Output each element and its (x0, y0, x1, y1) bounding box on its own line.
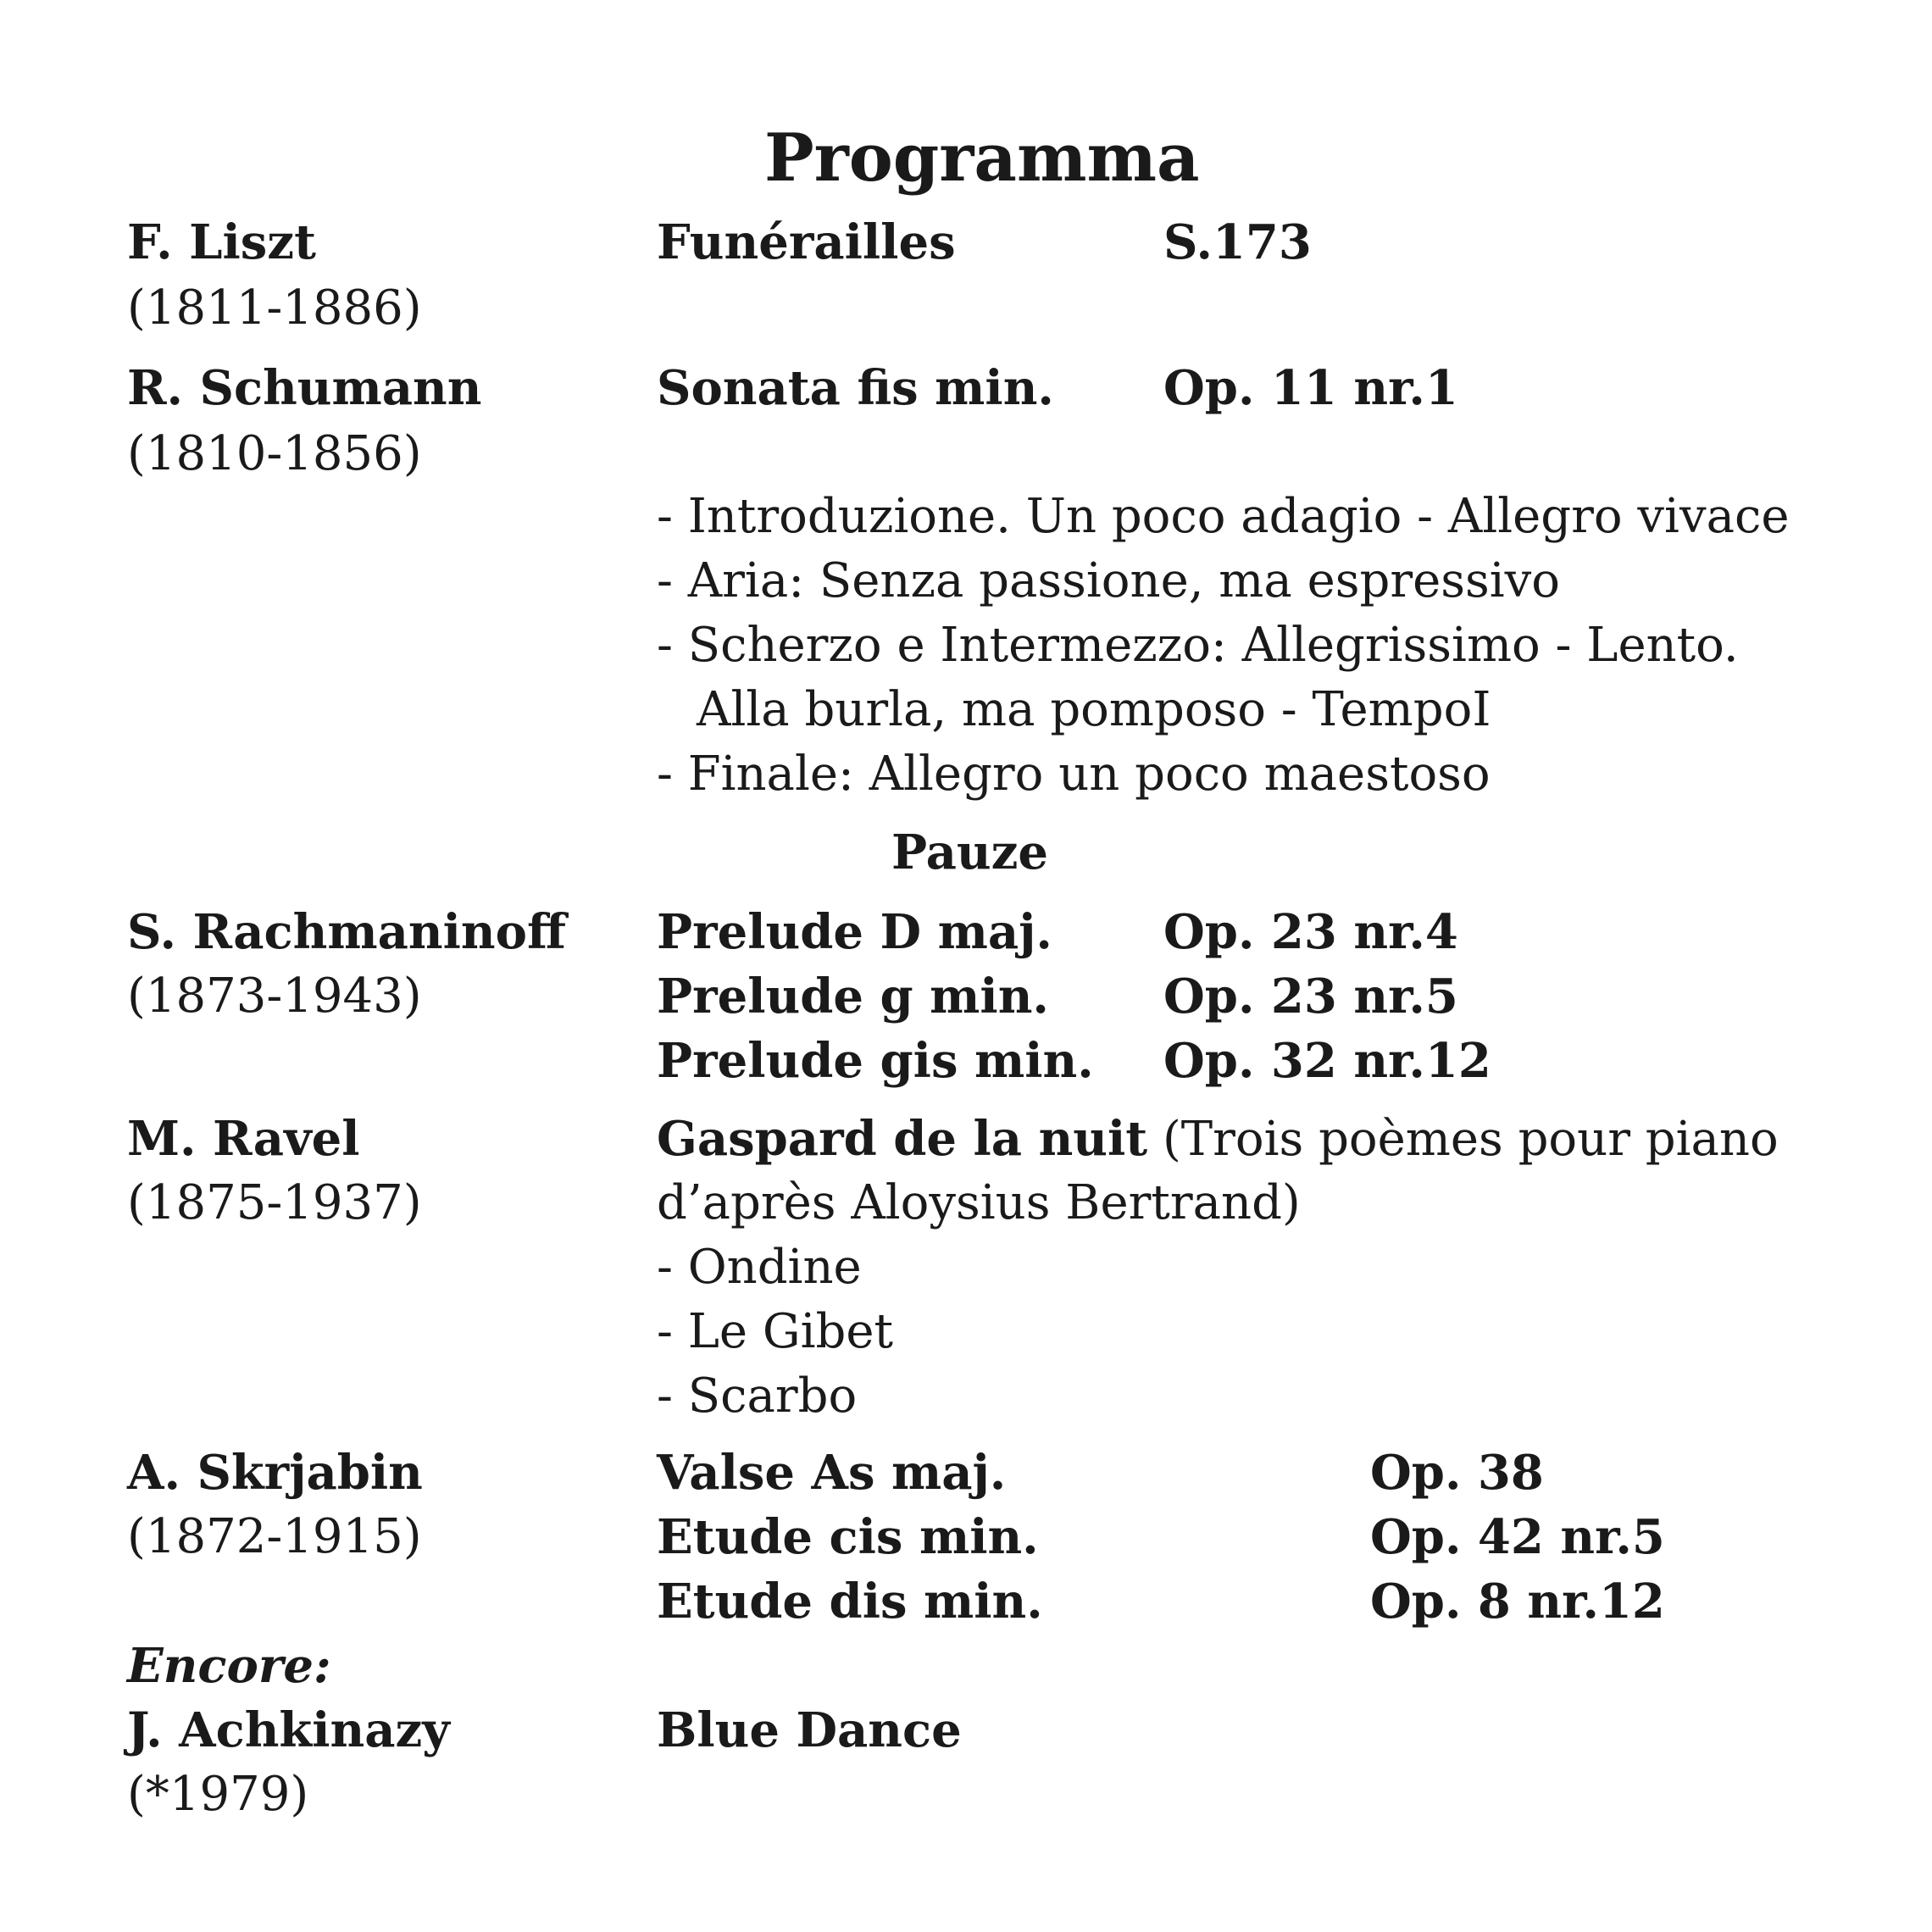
work-ravel-subtitle: (Trois poèmes pour piano (1162, 1112, 1779, 1167)
movement-item: - Le Gibet (657, 1304, 893, 1359)
years-achkinazy: (*1979) (127, 1767, 309, 1822)
movement-item: - Ondine (657, 1240, 862, 1295)
movement-item: - Scherzo e Intermezzo: Allegrissimo - Lento. (657, 618, 1739, 673)
work-opus: Op. 38 (1370, 1445, 1544, 1501)
movement-item: - Aria: Senza passione, ma espressivo (657, 553, 1560, 608)
composer-ravel: M. Ravel (127, 1111, 360, 1167)
page-title: Programma (764, 119, 1200, 197)
composer-skrjabin: A. Skrjabin (127, 1445, 423, 1501)
work-opus: Op. 42 nr.5 (1370, 1509, 1665, 1565)
years-rachmaninoff: (1873-1943) (127, 969, 422, 1024)
movement-item: - Finale: Allegro un poco maestoso (657, 747, 1491, 802)
work-title: Etude dis min. (657, 1574, 1043, 1629)
movement-item: - Introduzione. Un poco adagio - Allegro vivace (657, 489, 1790, 544)
work-opus: Op. 8 nr.12 (1370, 1574, 1665, 1629)
years-skrjabin: (1872-1915) (127, 1509, 422, 1564)
work-schumann: Sonata fis min. (657, 360, 1054, 416)
years-ravel: (1875-1937) (127, 1175, 422, 1230)
opus-liszt: S.173 (1163, 214, 1312, 270)
work-opus: Op. 23 nr.4 (1163, 904, 1458, 960)
work-ravel-subtitle-cont: d’après Aloysius Bertrand) (657, 1175, 1301, 1230)
work-title: Prelude D maj. (657, 904, 1052, 960)
composer-achkinazy: J. Achkinazy (127, 1702, 450, 1758)
work-title: Prelude g min. (657, 969, 1049, 1024)
work-title: Prelude gis min. (657, 1033, 1094, 1089)
years-schumann: (1810-1856) (127, 426, 422, 481)
composer-liszt: F. Liszt (127, 214, 316, 270)
work-liszt: Funérailles (657, 214, 956, 270)
encore-label: Encore: (127, 1638, 331, 1694)
work-ravel: Gaspard de la nuit (657, 1111, 1148, 1167)
years-liszt: (1811-1886) (127, 280, 422, 336)
movement-item: - Scarbo (657, 1368, 858, 1424)
work-encore: Blue Dance (657, 1702, 962, 1758)
opus-schumann: Op. 11 nr.1 (1163, 360, 1458, 416)
composer-schumann: R. Schumann (127, 360, 482, 416)
work-ravel-line (657, 1111, 1779, 1167)
movement-item-continued: Alla burla, ma pomposo - TempoI (697, 682, 1491, 737)
pause-heading: Pauze (891, 824, 1049, 880)
work-opus: Op. 23 nr.5 (1163, 969, 1458, 1024)
work-opus: Op. 32 nr.12 (1163, 1033, 1491, 1089)
work-title: Etude cis min. (657, 1509, 1039, 1565)
work-title: Valse As maj. (657, 1445, 1007, 1501)
composer-rachmaninoff: S. Rachmaninoff (127, 904, 566, 960)
